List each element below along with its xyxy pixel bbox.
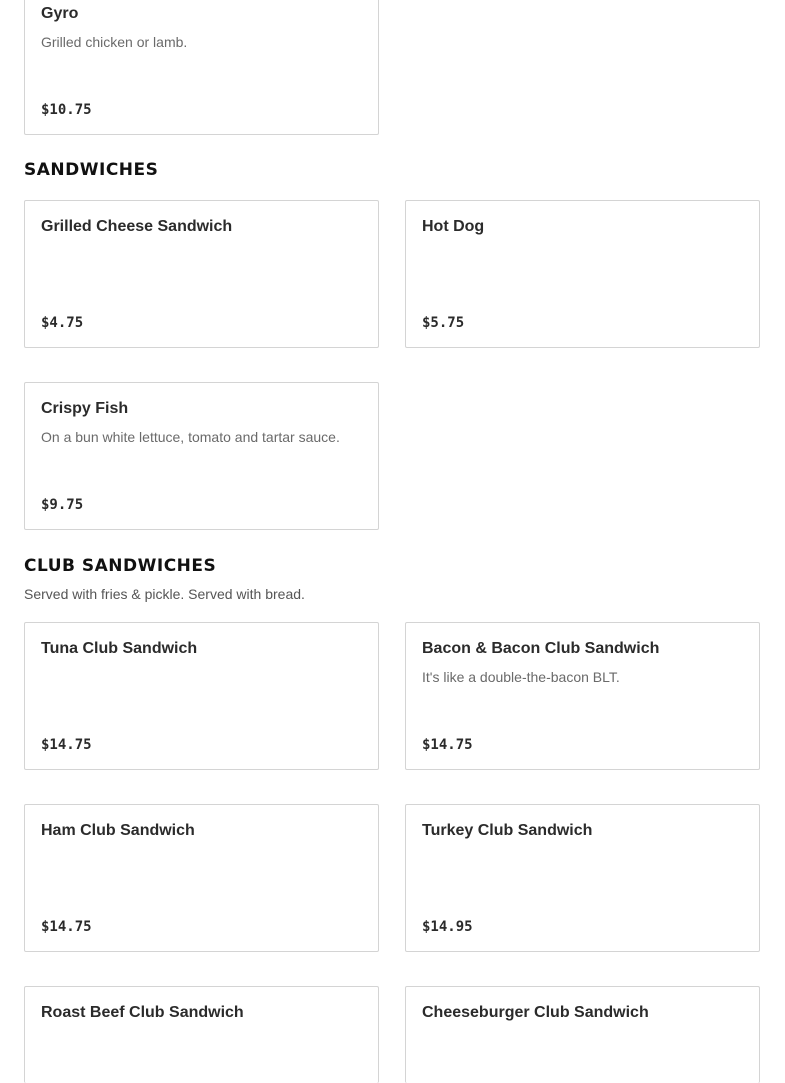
menu-item-card-ham-club[interactable] bbox=[24, 804, 379, 952]
menu-item-name: Cheeseburger Club Sandwich bbox=[422, 1004, 649, 1021]
section-title-sandwiches: SANDWICHES bbox=[24, 160, 159, 180]
menu-item-description: It's like a double-the-bacon BLT. bbox=[422, 669, 620, 685]
menu-item-price: $14.75 bbox=[422, 737, 473, 753]
section-subtitle: Served with fries & pickle. Served with bread. bbox=[24, 586, 305, 602]
menu-item-name: Roast Beef Club Sandwich bbox=[41, 1004, 244, 1021]
menu-item-name: Bacon & Bacon Club Sandwich bbox=[422, 640, 660, 657]
menu-item-price: $10.75 bbox=[41, 102, 92, 118]
menu-item-price: $14.75 bbox=[41, 919, 92, 935]
menu-item-card-turkey-club[interactable] bbox=[405, 804, 760, 952]
menu-item-description: Grilled chicken or lamb. bbox=[41, 34, 188, 50]
menu-item-price: $14.95 bbox=[422, 919, 473, 935]
menu-item-price: $4.75 bbox=[41, 315, 84, 331]
menu-item-name: Hot Dog bbox=[422, 218, 485, 235]
section-title-club-sandwiches: CLUB SANDWICHES bbox=[24, 556, 217, 576]
menu-item-name: Gyro bbox=[41, 5, 79, 22]
menu-item-card-crispy-fish[interactable] bbox=[24, 382, 379, 530]
menu-item-card-bacon-club[interactable] bbox=[405, 622, 760, 770]
menu-item-name: Tuna Club Sandwich bbox=[41, 640, 198, 657]
menu-item-card-tuna-club[interactable] bbox=[24, 622, 379, 770]
menu-item-price: $9.75 bbox=[41, 497, 84, 513]
menu-item-name: Grilled Cheese Sandwich bbox=[41, 218, 233, 235]
menu-item-name: Ham Club Sandwich bbox=[41, 822, 195, 839]
menu-item-price: $14.75 bbox=[41, 737, 92, 753]
menu-item-card-gyro[interactable] bbox=[24, 0, 379, 135]
menu-item-name: Crispy Fish bbox=[41, 400, 129, 417]
menu-item-card-grilled-cheese[interactable] bbox=[24, 200, 379, 348]
menu-item-card-roast-beef-club[interactable] bbox=[24, 986, 379, 1083]
menu-item-description: On a bun white lettuce, tomato and tartar sauce. bbox=[41, 429, 340, 445]
menu-item-card-hot-dog[interactable] bbox=[405, 200, 760, 348]
menu-item-card-cheeseburger-club[interactable] bbox=[405, 986, 760, 1083]
menu-item-name: Turkey Club Sandwich bbox=[422, 822, 593, 839]
menu-item-price: $5.75 bbox=[422, 315, 465, 331]
